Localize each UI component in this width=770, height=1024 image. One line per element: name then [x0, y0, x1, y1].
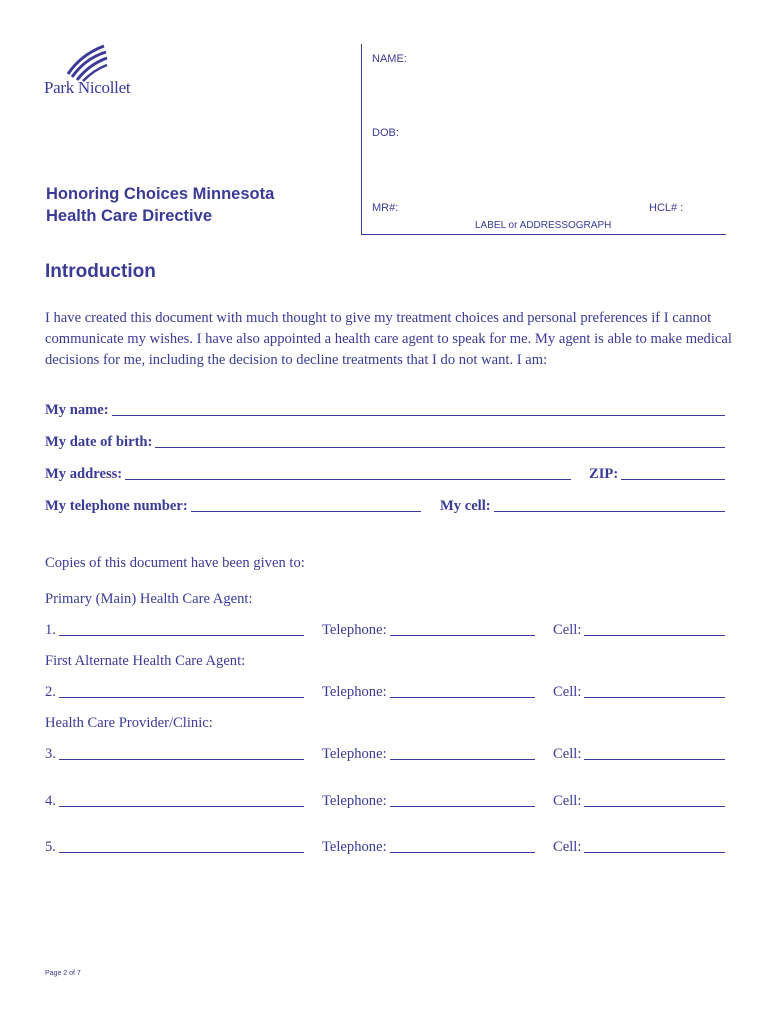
- my-name-field[interactable]: [45, 402, 725, 419]
- copy-row-2-cell-line[interactable]: [584, 696, 725, 698]
- label-box: [361, 44, 726, 235]
- copy-row-5-name-line[interactable]: [59, 851, 304, 853]
- copy-row-1-cell-line[interactable]: [584, 634, 725, 636]
- logo-text: Park Nicollet: [44, 78, 131, 97]
- copy-row-4-telephone-label: Telephone:: [322, 793, 387, 809]
- first-alternate-heading: First Alternate Health Care Agent:: [45, 653, 246, 669]
- zip-field[interactable]: [589, 466, 725, 483]
- park-nicollet-logo: [44, 44, 154, 100]
- page-number: Page 2 of 7: [45, 970, 81, 977]
- copy-row-5-telephone[interactable]: [322, 839, 535, 856]
- my-cell-label: My cell:: [440, 498, 491, 514]
- copy-row-1-name[interactable]: [45, 622, 304, 639]
- copy-row-1-name-line[interactable]: [59, 634, 304, 636]
- copy-row-2-name-line[interactable]: [59, 696, 304, 698]
- copy-row-4-name-line[interactable]: [59, 805, 304, 807]
- copy-row-4-cell-label: Cell:: [553, 793, 582, 809]
- copy-row-5-name[interactable]: [45, 839, 304, 856]
- copy-row-3-telephone-line[interactable]: [390, 758, 535, 760]
- my-name-line[interactable]: [112, 414, 725, 416]
- zip-label: ZIP:: [589, 466, 619, 482]
- mr-label: MR#:: [372, 202, 399, 214]
- copy-row-4-cell-line[interactable]: [584, 805, 725, 807]
- copy-row-2-telephone-line[interactable]: [390, 696, 535, 698]
- primary-agent-heading: Primary (Main) Health Care Agent:: [45, 591, 253, 607]
- copy-row-1-number: 1.: [45, 622, 56, 638]
- copy-row-3-telephone[interactable]: [322, 746, 535, 763]
- zip-line[interactable]: [621, 478, 725, 480]
- my-cell-line[interactable]: [494, 510, 725, 512]
- copy-row-1-cell-label: Cell:: [553, 622, 582, 638]
- hcl-label: HCL# :: [649, 202, 684, 214]
- my-name-label: My name:: [45, 402, 109, 418]
- introduction-heading: Introduction: [45, 261, 156, 282]
- dob-label: DOB:: [372, 127, 399, 139]
- my-telephone-line[interactable]: [191, 510, 421, 512]
- copy-row-4-telephone[interactable]: [322, 793, 535, 810]
- copy-row-4-number: 4.: [45, 793, 56, 809]
- copy-row-1-telephone[interactable]: [322, 622, 535, 639]
- copy-row-4-name[interactable]: [45, 793, 304, 810]
- copy-row-3-number: 3.: [45, 746, 56, 762]
- copy-row-5-number: 5.: [45, 839, 56, 855]
- copy-row-3-cell-line[interactable]: [584, 758, 725, 760]
- copy-row-5-cell[interactable]: [553, 839, 725, 856]
- copy-row-3-name-line[interactable]: [59, 758, 304, 760]
- copy-row-2-cell[interactable]: [553, 684, 725, 701]
- copy-row-5-cell-line[interactable]: [584, 851, 725, 853]
- introduction-paragraph: I have created this document with much thought to give my treatment choices and personal preferences if I cannot communicate my wishes. I have also appointed a health care agent to speak for me. My agent is able to make medical decisions for me, including the decision to decline treatments that I do not want. I am:: [45, 310, 732, 368]
- copy-row-2-cell-label: Cell:: [553, 684, 582, 700]
- my-address-line[interactable]: [125, 478, 571, 480]
- my-cell-field[interactable]: [440, 498, 725, 515]
- copy-row-3-name[interactable]: [45, 746, 304, 763]
- copies-heading: Copies of this document have been given to:: [45, 555, 305, 571]
- copy-row-2-telephone[interactable]: [322, 684, 535, 701]
- copy-row-2-name[interactable]: [45, 684, 304, 701]
- copy-row-3-cell-label: Cell:: [553, 746, 582, 762]
- copy-row-3-telephone-label: Telephone:: [322, 746, 387, 762]
- my-address-field[interactable]: [45, 466, 571, 483]
- copy-row-4-cell[interactable]: [553, 793, 725, 810]
- copy-row-5-cell-label: Cell:: [553, 839, 582, 855]
- copy-row-2-number: 2.: [45, 684, 56, 700]
- my-dob-field[interactable]: [45, 434, 725, 451]
- copy-row-1-cell[interactable]: [553, 622, 725, 639]
- title-line-1: Honoring Choices Minnesota: [46, 185, 275, 203]
- copy-row-1-telephone-line[interactable]: [390, 634, 535, 636]
- copy-row-1-telephone-label: Telephone:: [322, 622, 387, 638]
- my-address-label: My address:: [45, 466, 123, 482]
- my-telephone-field[interactable]: [45, 498, 421, 515]
- my-dob-line[interactable]: [155, 446, 725, 448]
- copy-row-5-telephone-label: Telephone:: [322, 839, 387, 855]
- provider-heading: Health Care Provider/Clinic:: [45, 715, 213, 731]
- title-line-2: Health Care Directive: [46, 207, 212, 225]
- my-dob-label: My date of birth:: [45, 434, 153, 450]
- copy-row-4-telephone-line[interactable]: [390, 805, 535, 807]
- document-title: [46, 183, 274, 227]
- copy-row-3-cell[interactable]: [553, 746, 725, 763]
- copy-row-2-telephone-label: Telephone:: [322, 684, 387, 700]
- copy-row-5-telephone-line[interactable]: [390, 851, 535, 853]
- park-nicollet-logo-icon: [66, 44, 108, 82]
- label-caption: LABEL or ADDRESSOGRAPH: [475, 220, 612, 231]
- my-telephone-label: My telephone number:: [45, 498, 188, 514]
- name-label: NAME:: [372, 53, 407, 65]
